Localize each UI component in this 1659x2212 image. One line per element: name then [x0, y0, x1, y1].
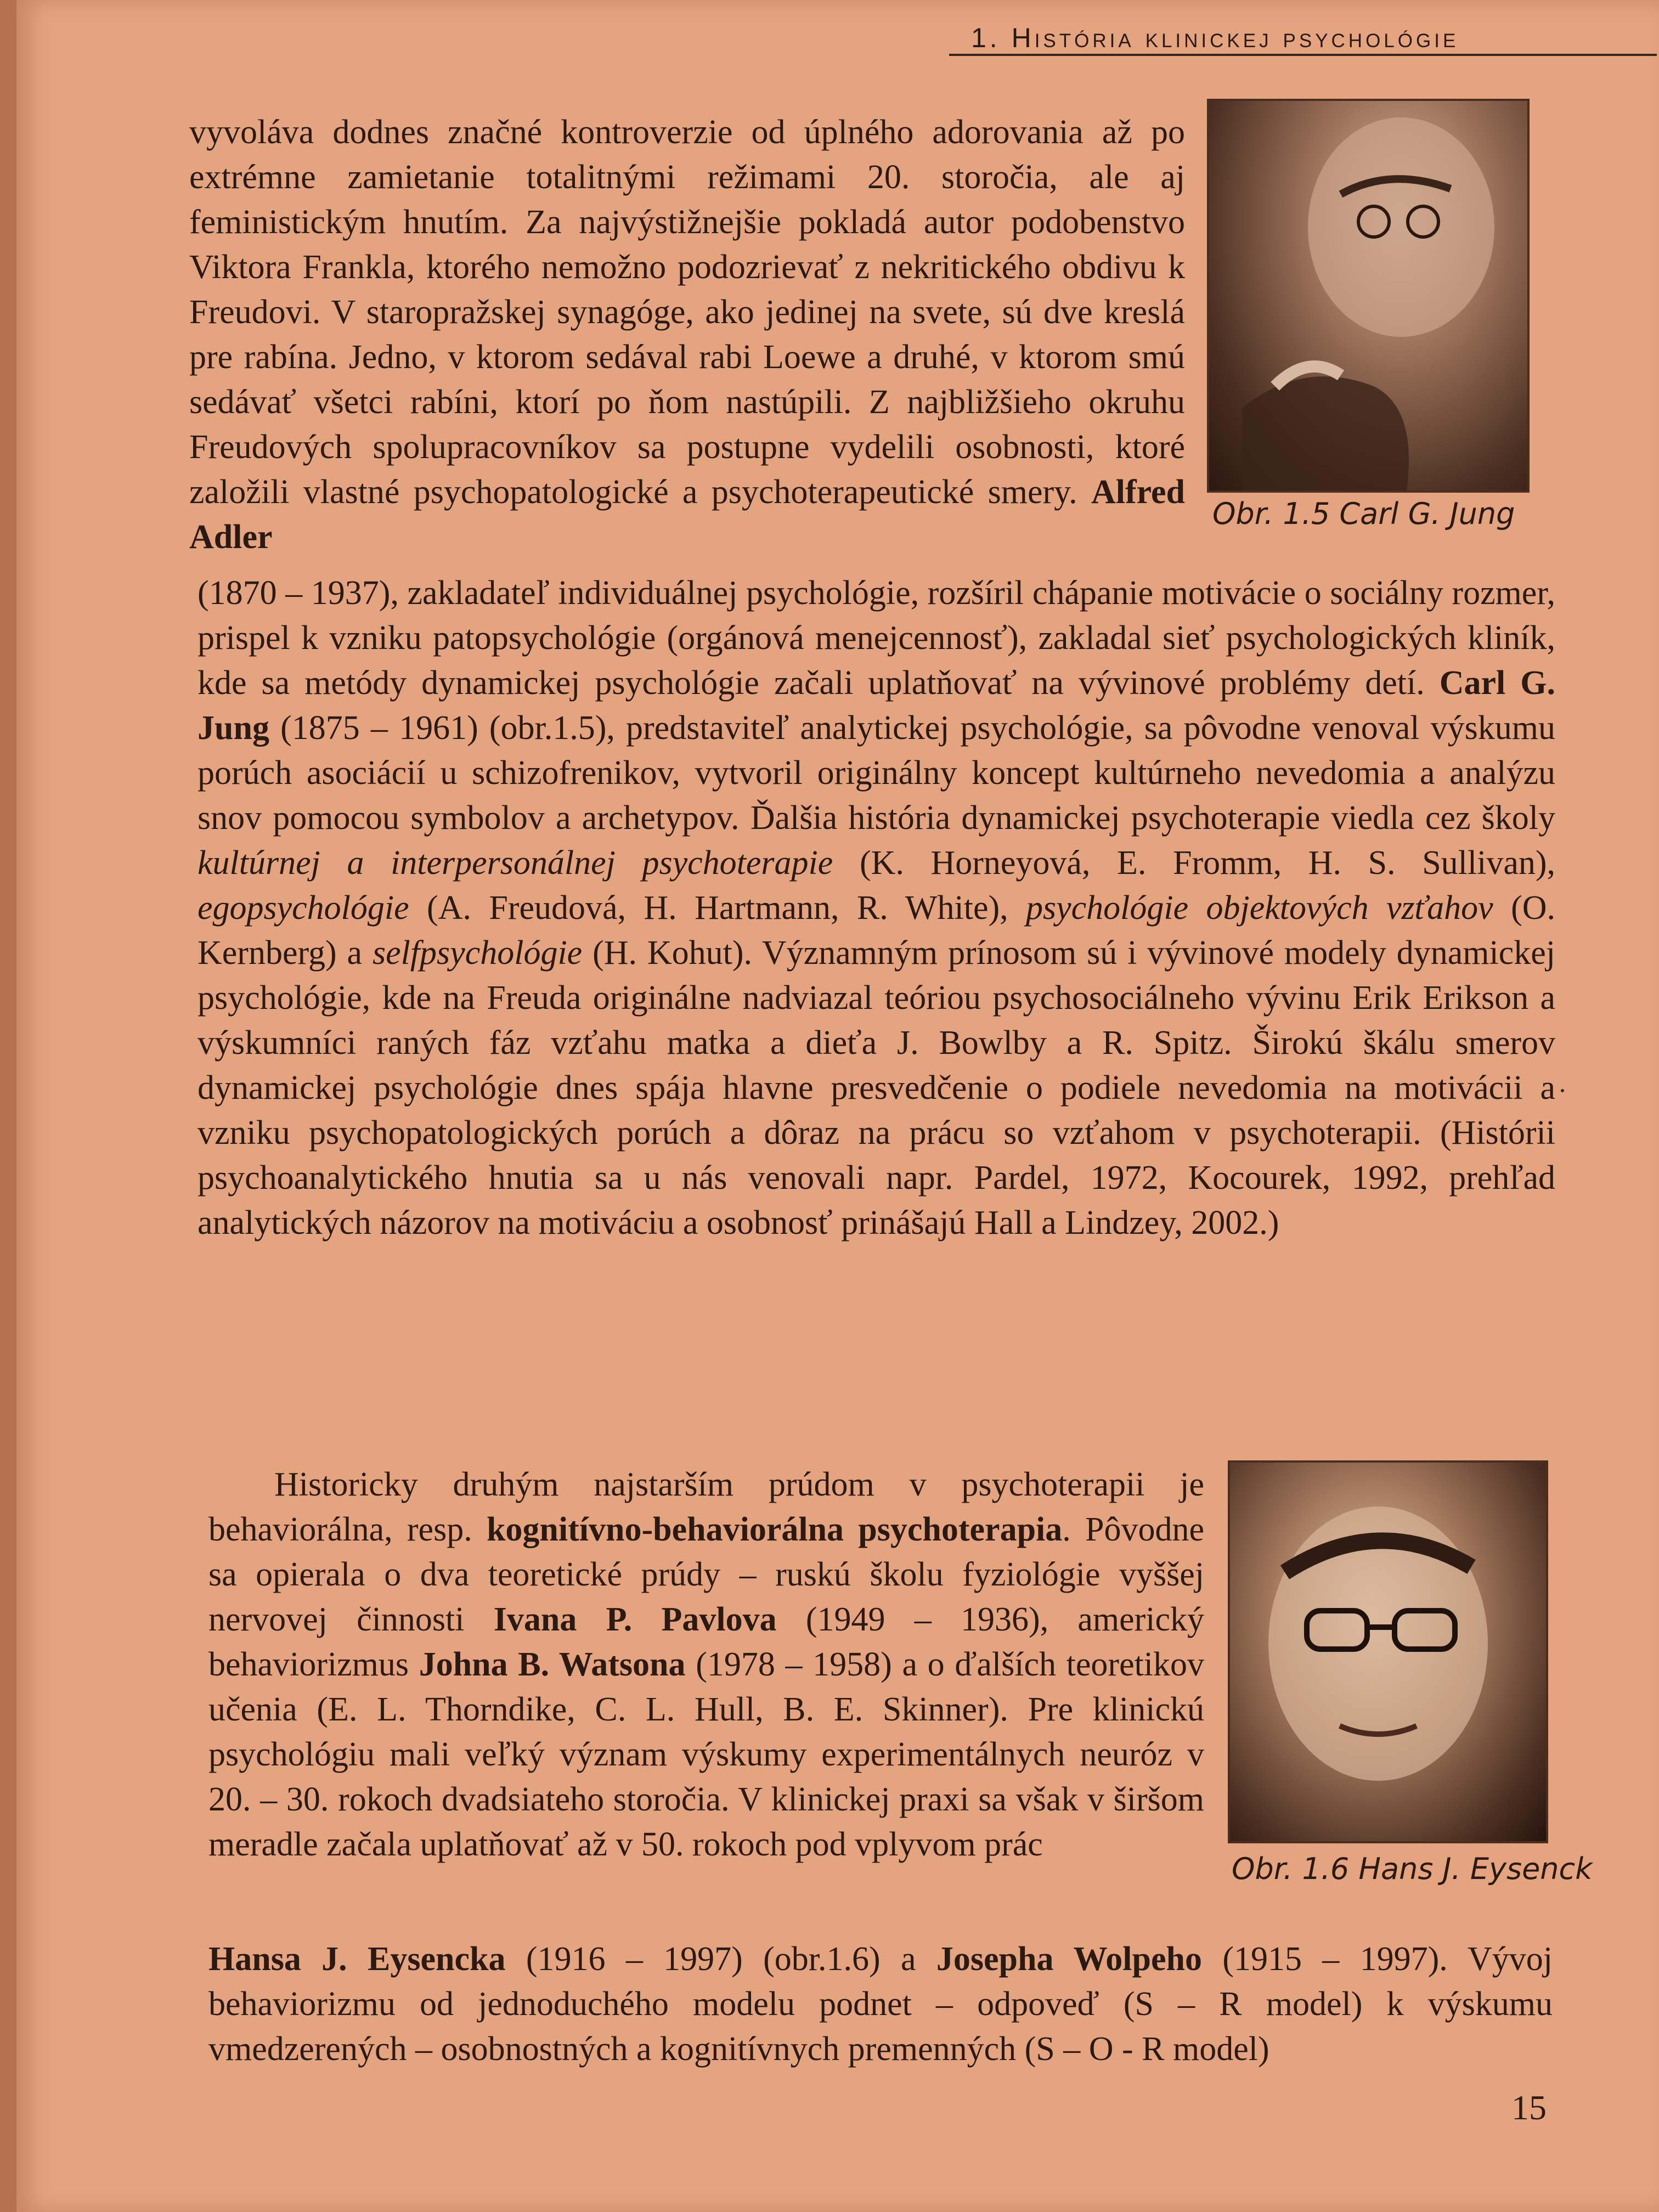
- p1-text-c: (1875 – 1961) (obr.1.5), predstaviteľ analytickej psychológie, sa pôvodne venoval výskumu porúch asociácií u schizofrenikov, vytvoril originálny koncept kultúrneho nevedomia a analýzu snov pomocou symbolov a archetypov. Ďalšia história dynamickej psychoterapie viedla cez školy: [198, 709, 1555, 837]
- p2-text-b: . Pôvodne sa opierala o dva teoretické prúdy – ruskú školu fyziológie vyššej nervovej činnosti: [208, 1511, 1205, 1638]
- p1-text-g: (H. Kohut). Významným prínosom sú i vývinové modely dynamickej psychológie, kde na Freuda originálne nadviazal teóriou psychosociálneho vývinu Erik Erikson a výskumníci raných fáz vzťahu matka a dieťa J. Bowlby a R. Spitz. Širokú škálu smerov dynamickej psychológie dnes spája hlavne presvedčenie o podiele nevedomia na motivácii a vzniku psychopatologických porúch a dôraz na prácu so vzťahom v psychoterapii. (Histórii psychoanalytického hnutia sa u nás venovali napr. Pardel, 1972, Kocourek, 1992, prehľad analytických názorov na motiváciu a osobnosť prinášajú Hall a Lindzey, 2002.): [198, 934, 1555, 1242]
- paragraph-2-top: [208, 1462, 1204, 1867]
- name-watson: Johna B. Watsona: [419, 1646, 686, 1683]
- p1-text-f: (O. Kernberg) a: [198, 889, 1556, 972]
- running-header: 1. História klinickej psychológie: [971, 22, 1459, 53]
- p1-text-e: (A. Freudová, H. Hartmann, R. White),: [427, 889, 1008, 927]
- name-wolpe: Josepha Wolpeho: [936, 1940, 1202, 1978]
- name-jung: Carl G. Jung: [198, 664, 1556, 747]
- name-eysenck: Hansa J. Eysencka: [208, 1940, 506, 1978]
- portrait-jung-icon: [1209, 101, 1527, 490]
- p1-text-b: (1870 – 1937), zakladateľ individuálnej psychológie, rozšíril chápanie motivácie o sociálny rozmer, prispel k vzniku patopsychológie (orgánová menejcennosť), zakladal sieť psychologických kliník, kde sa metódy dynamickej psychológie začali uplatňovať na vývinové problémy detí.: [198, 574, 1555, 702]
- photo-hans-eysenck: [1228, 1460, 1548, 1843]
- p2-text-d: (1978 – 1958) a o ďalších teoretikov učenia (E. L. Thorndike, C. L. Hull, B. E. Skinner). Pre klinickú psychológiu mali veľký význam výskumy experimentálnych neuróz v 20. – 30. rokoch dvadsiateho storočia. V klinickej praxi sa však v širšom meradle začala uplatňovať až v 50. rokoch pod vplyvom prác: [208, 1646, 1205, 1863]
- header-rule: [949, 54, 1657, 56]
- portrait-eysenck-icon: [1230, 1463, 1546, 1841]
- term-cbt: kognitívno-behaviorálna psychoterapia: [486, 1511, 1063, 1548]
- p1-text-a: vyvoláva dodnes značné kontroverzie od úplného adorovania až po extrémne zamietanie totalitnými režimami 20. storočia, ale aj feministickým hnutím. Za najvýstižnejšie pokladá autor podobenstvo Viktora Frankla, ktorého nemožno podozrievať z nekritického obdivu k Freudovi. V staropražskej synagóge, ako jedinej na svete, sú dve kreslá pre rabína. Jedno, v ktorom sedával rabi Loewe a druhé, v ktorom smú sedávať všetci rabíni, ktorí po ňom nastúpili. Z najbližšieho okruhu Freudových spolupracovníkov sa postupne vydelili osobnosti, ktoré založili vlastné psychopatologické a psychoterapeutické smery.: [189, 114, 1185, 511]
- page-number: 15: [1511, 2088, 1547, 2127]
- caption-fig-1-6: Obr. 1.6 Hans J. Eysenck: [1232, 1852, 1593, 1886]
- margin-dot: [1561, 1089, 1564, 1092]
- paragraph-1-continued: [198, 571, 1555, 1245]
- term-cultural-psychotherapy: kultúrnej a interpersonálnej psychoterapie: [198, 844, 833, 882]
- paragraph-2-continued: [208, 1937, 1553, 2072]
- paragraph-1-top: [189, 110, 1185, 560]
- p2-text-a: Historicky druhým najstarším prúdom v psychoterapii je behaviorálna, resp.: [208, 1466, 1204, 1548]
- caption-fig-1-5: Obr. 1.5 Carl G. Jung: [1212, 496, 1515, 531]
- p2-text-c: (1949 – 1936), americký behaviorizmus: [208, 1601, 1205, 1683]
- name-pavlov: Ivana P. Pavlova: [493, 1601, 777, 1638]
- p2-text-e: (1916 – 1997) (obr.1.6) a: [526, 1940, 916, 1978]
- p1-text-d: (K. Horneyová, E. Fromm, H. S. Sullivan),: [859, 844, 1556, 882]
- p2-text-f: (1915 – 1997). Vývoj behaviorizmu od jednoduchého modelu podnet – odpoveď (S – R model) k výskumu vmedzerených – osobnostných a kognitívnych premenných (S – O - R model): [208, 1940, 1553, 2068]
- term-selfpsychology: selfpsychológie: [372, 934, 583, 972]
- name-adler: Alfred Adler: [189, 473, 1186, 556]
- photo-carl-jung: [1207, 99, 1530, 493]
- book-page: [16, 0, 1659, 2212]
- term-egopsychology: egopsychológie: [198, 889, 409, 927]
- term-object-relations: psychológie objektových vzťahov: [1026, 889, 1493, 927]
